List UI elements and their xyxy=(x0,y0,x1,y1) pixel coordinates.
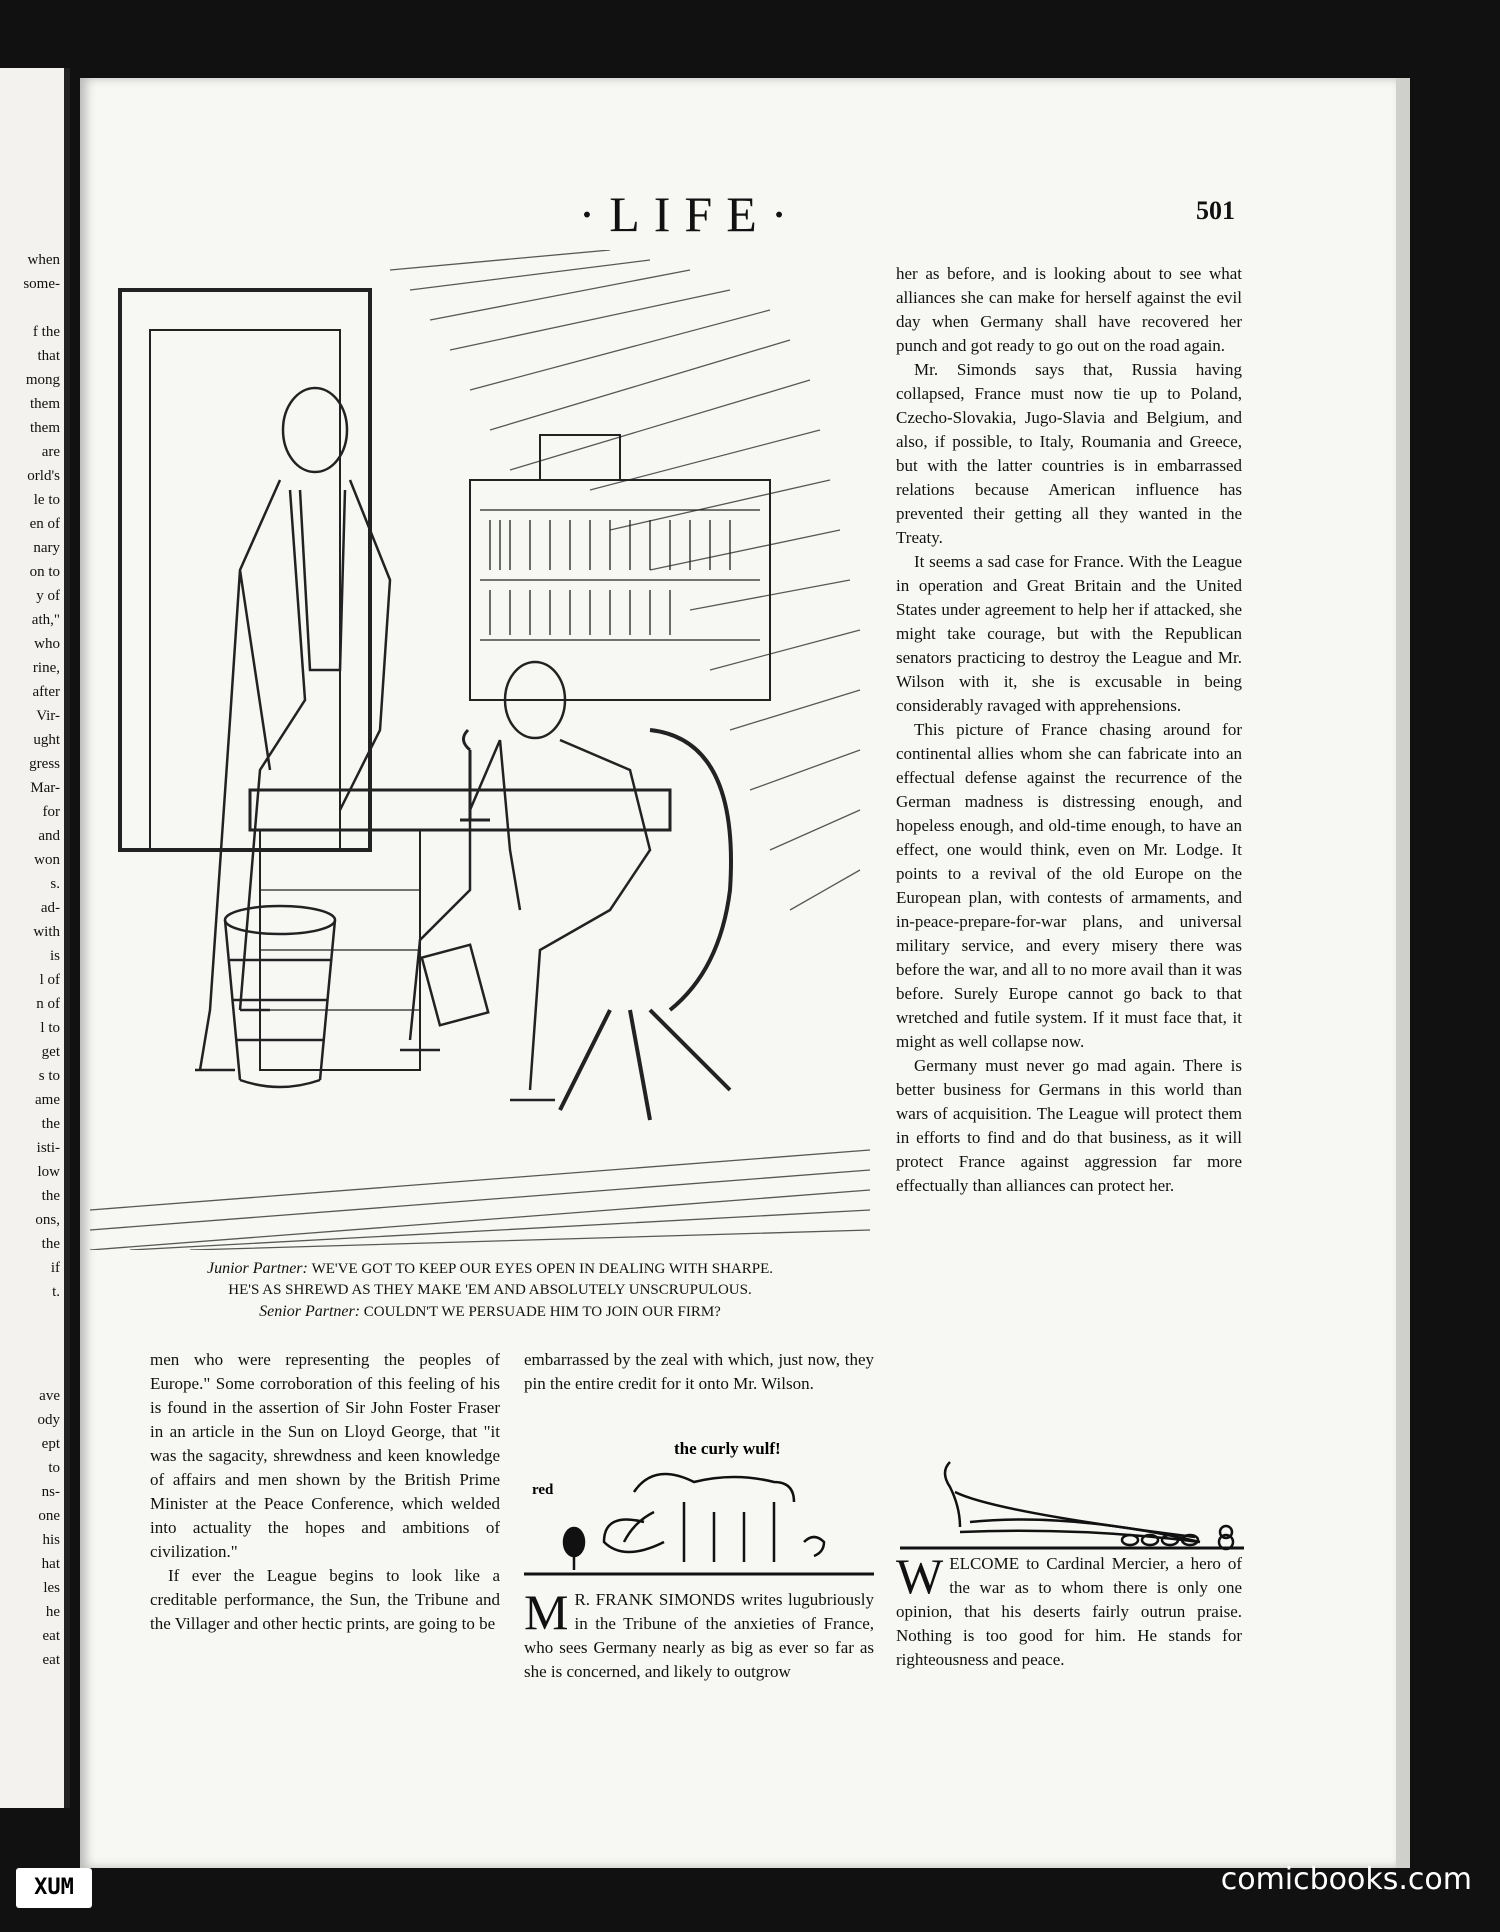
caption-line-3: COULDN'T WE PERSUADE HIM TO JOIN OUR FIRM? xyxy=(363,1304,721,1320)
left-fragment-line: are xyxy=(41,444,60,460)
wolf-small-label: red xyxy=(532,1482,554,1498)
left-fragment-line: en of xyxy=(29,516,60,532)
dropcap-w: W xyxy=(896,1548,944,1604)
left-fragment-line: eat xyxy=(42,1628,60,1644)
left-fragment-line: ath," xyxy=(31,612,60,628)
left-fragment-line: one xyxy=(38,1508,60,1524)
left-fragment-line: hat xyxy=(41,1556,60,1572)
left-fragment-line: on to xyxy=(29,564,60,580)
left-fragment-line: orld's xyxy=(27,468,60,484)
left-fragment-line: ody xyxy=(37,1412,60,1428)
col3-paragraph-5: Germany must never go mad again. There is better business for Germans in this world than wars of acquisition. The League will protect them in efforts to find and do that business, as it will protect France against aggression far more effectually than alliances can protect her. xyxy=(896,1056,1242,1195)
left-fragment-line: les xyxy=(43,1580,60,1596)
left-fragment-line: ave xyxy=(39,1388,60,1404)
left-fragment-line: ame xyxy=(35,1092,60,1108)
left-fragment-line: ad- xyxy=(40,900,60,916)
left-fragment-line: t. xyxy=(52,1284,60,1300)
left-fragment-line: the xyxy=(41,1116,60,1132)
left-fragment-line: ns- xyxy=(41,1484,60,1500)
left-fragment-line: that xyxy=(37,348,60,364)
left-fragment-line: if xyxy=(50,1260,60,1276)
left-fragment-line: y of xyxy=(36,588,60,604)
article-column-3 xyxy=(896,262,1242,1198)
junior-partner-figure xyxy=(195,388,390,1070)
left-fragment-line: isti- xyxy=(36,1140,60,1156)
desk xyxy=(250,790,670,830)
left-fragment-line: them xyxy=(30,420,60,436)
left-fragment-line: his xyxy=(42,1532,60,1548)
article-column-3-bottom xyxy=(896,1548,1242,1672)
left-fragment-line: l of xyxy=(39,972,60,988)
left-fragment-line: when xyxy=(27,252,60,268)
dropcap-m: M xyxy=(524,1584,569,1640)
left-fragment-line: them xyxy=(30,396,60,412)
left-fragment-line: f the xyxy=(32,324,60,340)
left-fragment-gap xyxy=(23,1304,60,1384)
peacock-illustration xyxy=(900,1452,1244,1552)
left-page-text-fragments xyxy=(23,248,60,1672)
left-fragment-line: gress xyxy=(29,756,60,772)
curly-wulf-illustration xyxy=(524,1432,874,1582)
cartoon-caption xyxy=(120,1258,860,1323)
background-hatching xyxy=(90,250,870,1250)
simonds-lead: R. FRANK SIMONDS xyxy=(574,1590,736,1609)
col3-paragraph-6: to Cardinal Mercier, a hero of the war as to whom there is only one opinion, that his deserts fairly outrun praise. Nothing is too good for him. He stands for righteousness and peace. xyxy=(896,1554,1242,1669)
left-fragment-line: the xyxy=(41,1188,60,1204)
door-frame xyxy=(120,290,370,850)
left-page-margin xyxy=(0,68,70,1808)
welcome-lead: ELCOME xyxy=(949,1554,1020,1573)
caption-line-2: HE'S AS SHREWD AS THEY MAKE 'EM AND ABSOLUTELY UNSCRUPULOUS. xyxy=(228,1282,752,1298)
bookcase xyxy=(470,480,770,700)
left-fragment-line: rine, xyxy=(32,660,60,676)
left-fragment-line: for xyxy=(42,804,60,820)
col3-paragraph-3: It seems a sad case for France. With the League in operation and Great Britain and the United States under agreement to help her if attacked, she might take courage, but with the Republican senators practicing to destroy the League and Mr. Wilson with it, she is excusable in being considerably ravaged with apprehensions. xyxy=(896,552,1242,715)
caption-speaker-2: Senior Partner: xyxy=(259,1303,361,1320)
cartoon-illustration xyxy=(90,250,870,1250)
left-fragment-line: mong xyxy=(25,372,60,388)
left-fragment-line: after xyxy=(32,684,60,700)
masthead-title: ·LIFE· xyxy=(578,186,802,242)
left-fragment-line: eat xyxy=(42,1652,60,1668)
page-edge xyxy=(1396,78,1410,1868)
left-fragment-line: l to xyxy=(40,1020,60,1036)
left-fragment-line: to xyxy=(48,1460,60,1476)
col2-paragraph-1: embarrassed by the zeal with which, just now, they pin the entire credit for it onto Mr. Wilson. xyxy=(524,1350,874,1393)
watermark: comicbooks.com xyxy=(1220,1862,1472,1897)
article-column-2-bottom xyxy=(524,1584,874,1684)
col3-paragraph-4: This picture of France chasing around for continental allies whom she can fabricate into an effectual defense against the recurrence of the German madness is distressing enough, and hopeless enough, and old-time enough, to have an effect, one would think, even on Mr. Lodge. It points to a revival of the old Europe on the European plan, with contests of armaments, and in-peace-prepare-for-war plans, and universal military service, and every misery there was before the war, and all to no more avail than it was before. Surely Europe cannot go back to that wretched and futile system. If it must face that, it might as well collapse now. xyxy=(896,720,1242,1051)
left-fragment-line: is xyxy=(49,948,60,964)
col3-paragraph-2: Mr. Simonds says that, Russia having collapsed, France must now tie up to Poland, Czecho-Slovakia, Jugo-Slavia and Belgium, and also, if possible, to Italy, Roumania and Greece, but with the latter countries is in embarrassed relations because American influence has prevented their getting all they wanted in the Treaty. xyxy=(896,360,1242,547)
left-fragment-line: le to xyxy=(33,492,60,508)
caption-speaker-1: Junior Partner: xyxy=(206,1260,308,1277)
left-fragment-line: low xyxy=(37,1164,60,1180)
senior-partner-figure xyxy=(400,662,650,1100)
left-fragment-line: won xyxy=(34,852,60,868)
left-fragment-line: ons, xyxy=(35,1212,60,1228)
article-column-1 xyxy=(150,1348,500,1636)
article-column-2-top xyxy=(524,1348,874,1396)
page-number: 501 xyxy=(1196,196,1235,225)
left-fragment-line: nary xyxy=(33,540,60,556)
left-fragment-line: some- xyxy=(23,276,60,292)
left-fragment-line: Vir- xyxy=(36,708,60,724)
left-fragment-line: who xyxy=(34,636,60,652)
col1-paragraph-2: If ever the League begins to look like a creditable performance, the Sun, the Tribune and the Villager and other hectic prints, are going to be xyxy=(150,1566,500,1633)
wolf-label: the curly wulf! xyxy=(674,1439,781,1458)
col1-paragraph-1: men who were representing the peoples of Europe." Some corroboration of this feeling of his is found in the assertion of Sir John Foster Fraser in an article in the Sun on Lloyd George, that "it was the sagacity, shrewdness and keen knowledge of affairs and men shown by the British Prime Minister at the Peace Conference, which welded into actuality the hopes and ambitions of civilization." xyxy=(150,1350,500,1561)
caption-line-1: WE'VE GOT TO KEEP OUR EYES OPEN IN DEALING WITH SHARPE. xyxy=(311,1261,774,1277)
left-fragment-line: with xyxy=(33,924,60,940)
col2-paragraph-2: writes lugubriously in the Tribune of the anxieties of France, who sees Germany nearly as big as ever so far as she is concerned, and likely to outgrow xyxy=(524,1590,874,1681)
left-fragment-line xyxy=(23,296,60,320)
left-fragment-line: n of xyxy=(36,996,60,1012)
left-fragment-line: ught xyxy=(33,732,60,748)
left-fragment-line: Mar- xyxy=(30,780,60,796)
left-fragment-line: s. xyxy=(50,876,60,892)
left-fragment-line: he xyxy=(45,1604,60,1620)
left-fragment-line: s to xyxy=(38,1068,60,1084)
left-fragment-line: get xyxy=(41,1044,60,1060)
left-fragment-line: ept xyxy=(41,1436,60,1452)
xum-stamp: XUM xyxy=(16,1868,92,1908)
left-fragment-line: and xyxy=(38,828,60,844)
left-fragment-line: the xyxy=(41,1236,60,1252)
col3-paragraph-1: her as before, and is looking about to see what alliances she can make for herself against the evil day when Germany shall have recovered her punch and got ready to go out on the road again. xyxy=(896,264,1242,355)
